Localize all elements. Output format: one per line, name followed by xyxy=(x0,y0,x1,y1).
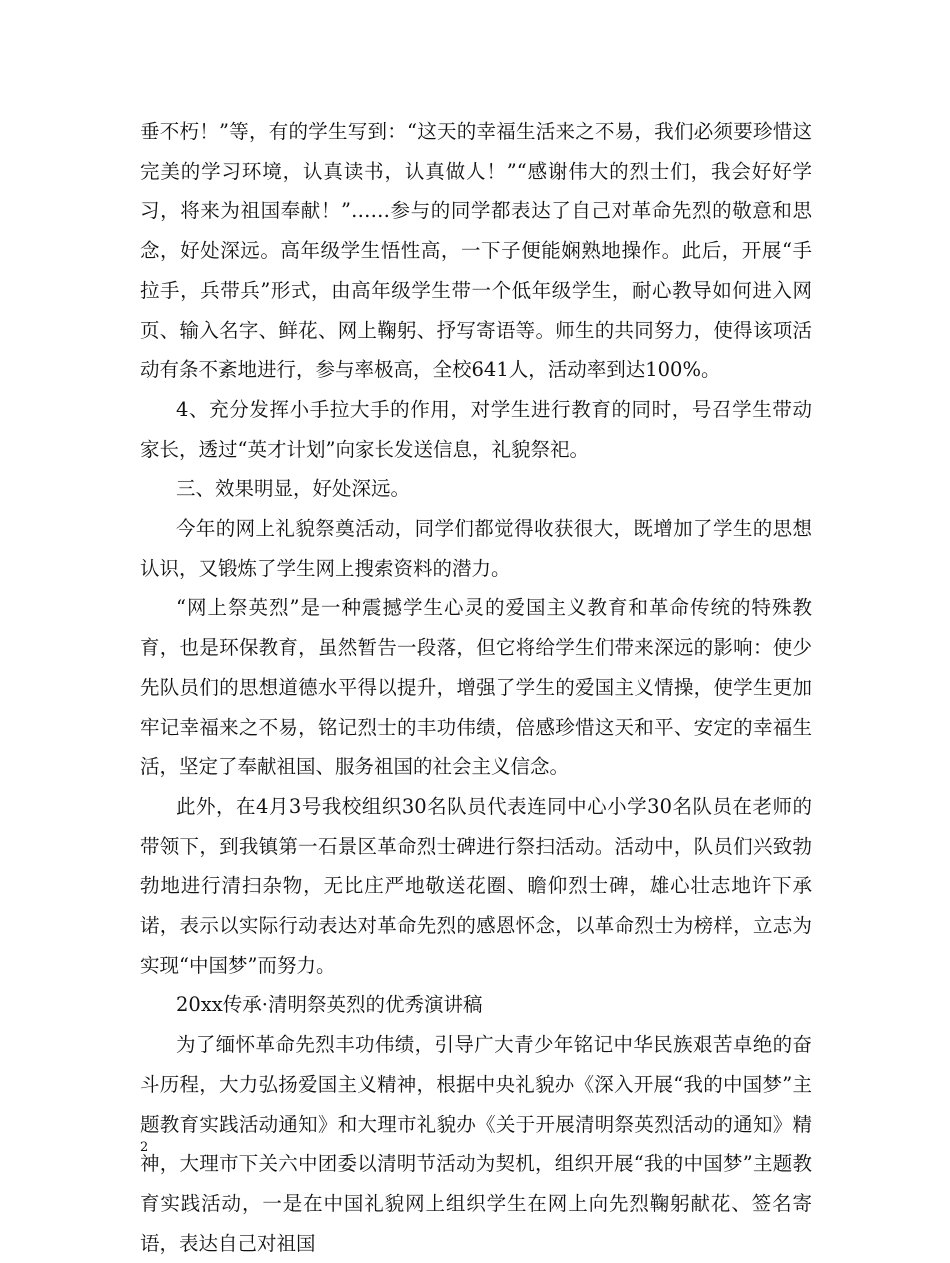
page-number: 2 xyxy=(140,1140,149,1155)
paragraph-5: “网上祭英烈”是一种震撼学生心灵的爱国主义教育和革命传统的特殊教育，也是环保教育，虽然暂告一段落，但它将给学生们带来深远的影响：使少先队员们的思想道德水平得以提升，增强了学生的爱国主义情操，使学生更加牢记幸福来之不易，铭记烈士的丰功伟绩，倍感珍惜这天和平、安定的幸福生活，坚定了奉献祖国、服务祖国的社会主义信念。 xyxy=(140,596,812,779)
paragraph-8: 为了缅怀革命先烈丰功伟绩，引导广大青少年铭记中华民族艰苦卓绝的奋斗历程，大力弘扬爱国主义精神，根据中央礼貌办《深入开展“我的中国梦”主题教育实践活动通知》和大理市礼貌办《关于开展清明祭英烈活动的通知》精神，大理市下关六中团委以清明节活动为契机，组织开展“我的中国梦”主题教育实践活动，一是在中国礼貌网上组织学生在网上向先烈鞠躬献花、签名寄语，表达自己对祖国 xyxy=(140,1033,812,1255)
speech-title: 20xx传承·清明祭英烈的优秀演讲稿 xyxy=(176,993,483,1017)
section-heading-3: 三、效果明显，好处深远。 xyxy=(176,477,411,501)
paragraph-4: 今年的网上礼貌祭奠活动，同学们都觉得收获很大，既增加了学生的思想认识，又锻炼了学生网上搜索资料的潜力。 xyxy=(140,517,812,580)
document-body xyxy=(140,112,812,1263)
paragraph-6: 此外，在4月3号我校组织30名队员代表连同中心小学30名队员在老师的带领下，到我镇第一石景区革命烈士碑进行祭扫活动。活动中，队员们兴致勃勃地进行清扫杂物，无比庄严地敬送花圈、瞻仰烈士碑，雄心壮志地许下承诺，表示以实际行动表达对革命先烈的感恩怀念，以革命烈士为榜样，立志为实现“中国梦”而努力。 xyxy=(140,794,812,977)
paragraph-1: 垂不朽！”等，有的学生写到：“这天的幸福生活来之不易，我们必须要珍惜这完美的学习环境，认真读书，认真做人！”“感谢伟大的烈士们，我会好好学习，将来为祖国奉献！”……参与的同学都表达了自己对革命先烈的敬意和思念，好处深远。高年级学生悟性高，一下子便能娴熟地操作。此后，开展“手拉手，兵带兵”形式，由高年级学生带一个低年级学生，耐心教导如何进入网页、输入名字、鲜花、网上鞠躬、抒写寄语等。师生的共同努力，使得该项活动有条不紊地进行，参与率极高，全校641人，活动率到达100%。 xyxy=(140,120,812,382)
paragraph-2: 4、充分发挥小手拉大手的作用，对学生进行教育的同时，号召学生带动家长，透过“英才计划”向家长发送信息，礼貌祭祀。 xyxy=(140,397,812,461)
